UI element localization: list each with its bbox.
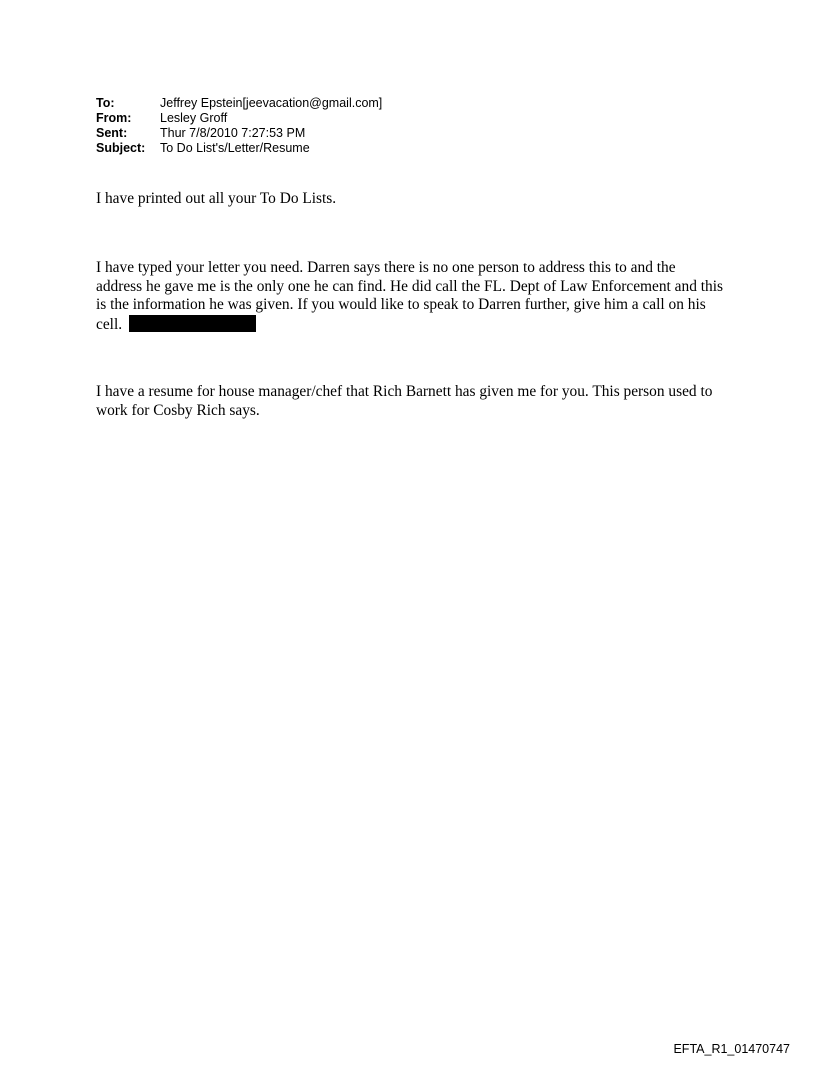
paragraph-1-text: I have printed out all your To Do Lists.	[96, 190, 337, 207]
subject-value: To Do List's/Letter/Resume	[160, 141, 310, 155]
body-paragraph-1	[96, 190, 724, 209]
email-header	[96, 96, 382, 156]
document-id: EFTA_R1_01470747	[673, 1042, 790, 1056]
sent-value: Thur 7/8/2010 7:27:53 PM	[160, 126, 306, 140]
to-row	[96, 96, 382, 111]
subject-label: Subject:	[96, 141, 146, 155]
to-label: To:	[96, 96, 115, 110]
body-paragraph-2	[96, 259, 724, 334]
from-row	[96, 111, 382, 126]
body-paragraph-3	[96, 383, 724, 420]
from-value: Lesley Groff	[160, 111, 228, 125]
from-label: From:	[96, 111, 132, 125]
subject-row	[96, 141, 382, 156]
to-value: Jeffrey Epstein[jeevacation@gmail.com]	[160, 96, 383, 110]
paragraph-2-text: I have typed your letter you need. Darren says there is no one person to address this to and the address he gave me is the only one he can find. He did call the FL. Dept of Law Enforcement and this is the information he was given. If you would like to speak to Darren further, give him a call on his cell.	[96, 259, 723, 333]
redaction-box	[129, 315, 256, 332]
paragraph-3-text: I have a resume for house manager/chef that Rich Barnett has given me for you. This person used to work for Cosby Rich says.	[96, 383, 713, 419]
sent-row	[96, 126, 382, 141]
sent-label: Sent:	[96, 126, 128, 140]
